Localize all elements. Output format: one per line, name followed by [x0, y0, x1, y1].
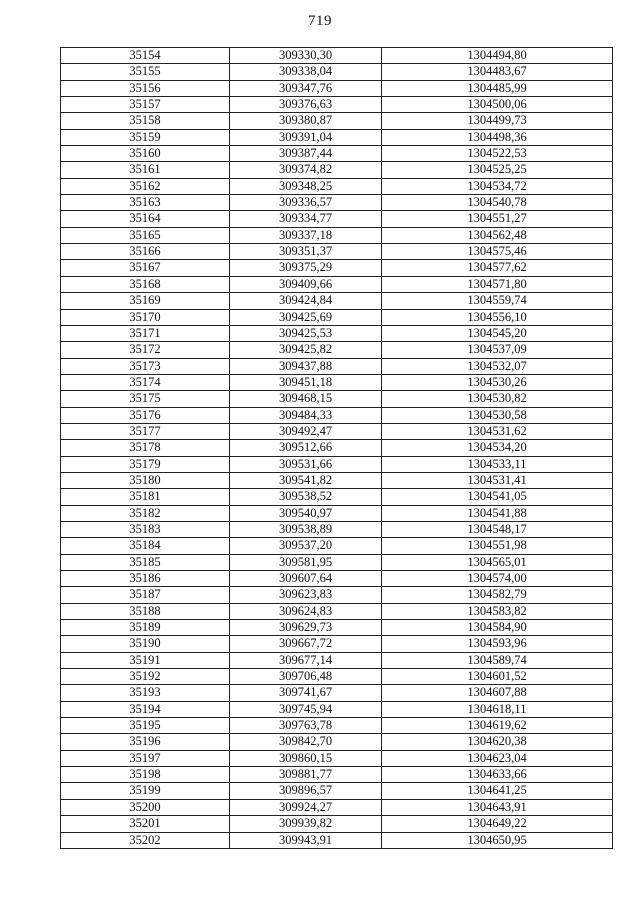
table-row [61, 799, 613, 815]
table-row [61, 407, 613, 423]
table-row [61, 162, 613, 178]
point-number-cell: 35194 [61, 701, 230, 717]
table-row [61, 423, 613, 439]
y-coordinate-cell: 1304565,01 [382, 554, 613, 570]
point-number-cell: 35169 [61, 293, 230, 309]
x-coordinate-cell: 309391,04 [230, 129, 382, 145]
y-coordinate-cell: 1304537,09 [382, 342, 613, 358]
point-number-cell: 35177 [61, 423, 230, 439]
point-number-cell: 35156 [61, 80, 230, 96]
x-coordinate-cell: 309424,84 [230, 293, 382, 309]
table-row [61, 685, 613, 701]
y-coordinate-cell: 1304623,04 [382, 750, 613, 766]
y-coordinate-cell: 1304551,27 [382, 211, 613, 227]
point-number-cell: 35176 [61, 407, 230, 423]
y-coordinate-cell: 1304483,67 [382, 64, 613, 80]
table-row [61, 440, 613, 456]
x-coordinate-cell: 309336,57 [230, 195, 382, 211]
point-number-cell: 35158 [61, 113, 230, 129]
x-coordinate-cell: 309624,83 [230, 603, 382, 619]
table-row [61, 587, 613, 603]
y-coordinate-cell: 1304619,62 [382, 718, 613, 734]
x-coordinate-cell: 309842,70 [230, 734, 382, 750]
x-coordinate-cell: 309607,64 [230, 571, 382, 587]
point-number-cell: 35183 [61, 521, 230, 537]
table-row [61, 325, 613, 341]
y-coordinate-cell: 1304525,25 [382, 162, 613, 178]
y-coordinate-cell: 1304562,48 [382, 227, 613, 243]
y-coordinate-cell: 1304577,62 [382, 260, 613, 276]
point-number-cell: 35161 [61, 162, 230, 178]
x-coordinate-cell: 309409,66 [230, 276, 382, 292]
table-row [61, 358, 613, 374]
y-coordinate-cell: 1304541,05 [382, 489, 613, 505]
coordinates-table-body [61, 48, 613, 849]
x-coordinate-cell: 309337,18 [230, 227, 382, 243]
table-row [61, 293, 613, 309]
table-row [61, 701, 613, 717]
y-coordinate-cell: 1304541,88 [382, 505, 613, 521]
y-coordinate-cell: 1304618,11 [382, 701, 613, 717]
table-row [61, 636, 613, 652]
table-row [61, 472, 613, 488]
point-number-cell: 35157 [61, 97, 230, 113]
point-number-cell: 35197 [61, 750, 230, 766]
x-coordinate-cell: 309425,53 [230, 325, 382, 341]
table-row [61, 244, 613, 260]
table-row [61, 521, 613, 537]
x-coordinate-cell: 309538,89 [230, 521, 382, 537]
point-number-cell: 35159 [61, 129, 230, 145]
y-coordinate-cell: 1304551,98 [382, 538, 613, 554]
x-coordinate-cell: 309924,27 [230, 799, 382, 815]
table-row [61, 129, 613, 145]
y-coordinate-cell: 1304530,58 [382, 407, 613, 423]
y-coordinate-cell: 1304530,82 [382, 391, 613, 407]
point-number-cell: 35189 [61, 620, 230, 636]
table-row [61, 374, 613, 390]
y-coordinate-cell: 1304559,74 [382, 293, 613, 309]
y-coordinate-cell: 1304499,73 [382, 113, 613, 129]
y-coordinate-cell: 1304494,80 [382, 48, 613, 64]
point-number-cell: 35167 [61, 260, 230, 276]
x-coordinate-cell: 309939,82 [230, 816, 382, 832]
x-coordinate-cell: 309330,30 [230, 48, 382, 64]
y-coordinate-cell: 1304485,99 [382, 80, 613, 96]
x-coordinate-cell: 309706,48 [230, 669, 382, 685]
y-coordinate-cell: 1304575,46 [382, 244, 613, 260]
table-row [61, 603, 613, 619]
point-number-cell: 35164 [61, 211, 230, 227]
x-coordinate-cell: 309425,69 [230, 309, 382, 325]
y-coordinate-cell: 1304531,41 [382, 472, 613, 488]
point-number-cell: 35186 [61, 571, 230, 587]
x-coordinate-cell: 309375,29 [230, 260, 382, 276]
table-row [61, 48, 613, 64]
point-number-cell: 35180 [61, 472, 230, 488]
point-number-cell: 35171 [61, 325, 230, 341]
y-coordinate-cell: 1304548,17 [382, 521, 613, 537]
point-number-cell: 35187 [61, 587, 230, 603]
point-number-cell: 35155 [61, 64, 230, 80]
y-coordinate-cell: 1304530,26 [382, 374, 613, 390]
table-row [61, 456, 613, 472]
y-coordinate-cell: 1304583,82 [382, 603, 613, 619]
table-row [61, 554, 613, 570]
point-number-cell: 35154 [61, 48, 230, 64]
y-coordinate-cell: 1304593,96 [382, 636, 613, 652]
point-number-cell: 35165 [61, 227, 230, 243]
coordinates-table [60, 47, 613, 849]
y-coordinate-cell: 1304545,20 [382, 325, 613, 341]
x-coordinate-cell: 309881,77 [230, 767, 382, 783]
x-coordinate-cell: 309537,20 [230, 538, 382, 554]
point-number-cell: 35200 [61, 799, 230, 815]
table-row [61, 718, 613, 734]
x-coordinate-cell: 309623,83 [230, 587, 382, 603]
x-coordinate-cell: 309351,37 [230, 244, 382, 260]
y-coordinate-cell: 1304574,00 [382, 571, 613, 587]
point-number-cell: 35198 [61, 767, 230, 783]
point-number-cell: 35184 [61, 538, 230, 554]
x-coordinate-cell: 309374,82 [230, 162, 382, 178]
point-number-cell: 35173 [61, 358, 230, 374]
x-coordinate-cell: 309425,82 [230, 342, 382, 358]
x-coordinate-cell: 309347,76 [230, 80, 382, 96]
y-coordinate-cell: 1304649,22 [382, 816, 613, 832]
x-coordinate-cell: 309745,94 [230, 701, 382, 717]
y-coordinate-cell: 1304571,80 [382, 276, 613, 292]
point-number-cell: 35175 [61, 391, 230, 407]
table-row [61, 342, 613, 358]
x-coordinate-cell: 309667,72 [230, 636, 382, 652]
table-row [61, 767, 613, 783]
table-row [61, 832, 613, 848]
y-coordinate-cell: 1304582,79 [382, 587, 613, 603]
point-number-cell: 35172 [61, 342, 230, 358]
point-number-cell: 35196 [61, 734, 230, 750]
x-coordinate-cell: 309338,04 [230, 64, 382, 80]
y-coordinate-cell: 1304643,91 [382, 799, 613, 815]
x-coordinate-cell: 309387,44 [230, 146, 382, 162]
point-number-cell: 35193 [61, 685, 230, 701]
table-row [61, 97, 613, 113]
point-number-cell: 35163 [61, 195, 230, 211]
x-coordinate-cell: 309629,73 [230, 620, 382, 636]
table-row [61, 227, 613, 243]
point-number-cell: 35179 [61, 456, 230, 472]
y-coordinate-cell: 1304540,78 [382, 195, 613, 211]
point-number-cell: 35170 [61, 309, 230, 325]
x-coordinate-cell: 309468,15 [230, 391, 382, 407]
x-coordinate-cell: 309860,15 [230, 750, 382, 766]
x-coordinate-cell: 309512,66 [230, 440, 382, 456]
table-row [61, 64, 613, 80]
y-coordinate-cell: 1304633,66 [382, 767, 613, 783]
point-number-cell: 35190 [61, 636, 230, 652]
y-coordinate-cell: 1304641,25 [382, 783, 613, 799]
y-coordinate-cell: 1304589,74 [382, 652, 613, 668]
table-row [61, 260, 613, 276]
point-number-cell: 35178 [61, 440, 230, 456]
y-coordinate-cell: 1304533,11 [382, 456, 613, 472]
table-row [61, 391, 613, 407]
x-coordinate-cell: 309677,14 [230, 652, 382, 668]
table-row [61, 734, 613, 750]
y-coordinate-cell: 1304532,07 [382, 358, 613, 374]
table-row [61, 195, 613, 211]
x-coordinate-cell: 309943,91 [230, 832, 382, 848]
y-coordinate-cell: 1304650,95 [382, 832, 613, 848]
page-number: 719 [308, 13, 332, 29]
table-row [61, 620, 613, 636]
y-coordinate-cell: 1304534,20 [382, 440, 613, 456]
y-coordinate-cell: 1304607,88 [382, 685, 613, 701]
table-row [61, 505, 613, 521]
point-number-cell: 35174 [61, 374, 230, 390]
y-coordinate-cell: 1304556,10 [382, 309, 613, 325]
x-coordinate-cell: 309492,47 [230, 423, 382, 439]
y-coordinate-cell: 1304601,52 [382, 669, 613, 685]
table-row [61, 571, 613, 587]
y-coordinate-cell: 1304500,06 [382, 97, 613, 113]
x-coordinate-cell: 309531,66 [230, 456, 382, 472]
table-row [61, 113, 613, 129]
x-coordinate-cell: 309484,33 [230, 407, 382, 423]
x-coordinate-cell: 309763,78 [230, 718, 382, 734]
point-number-cell: 35201 [61, 816, 230, 832]
point-number-cell: 35191 [61, 652, 230, 668]
table-row [61, 80, 613, 96]
point-number-cell: 35160 [61, 146, 230, 162]
x-coordinate-cell: 309380,87 [230, 113, 382, 129]
x-coordinate-cell: 309437,88 [230, 358, 382, 374]
x-coordinate-cell: 309334,77 [230, 211, 382, 227]
x-coordinate-cell: 309348,25 [230, 178, 382, 194]
x-coordinate-cell: 309541,82 [230, 472, 382, 488]
point-number-cell: 35166 [61, 244, 230, 260]
table-row [61, 146, 613, 162]
point-number-cell: 35199 [61, 783, 230, 799]
y-coordinate-cell: 1304498,36 [382, 129, 613, 145]
x-coordinate-cell: 309376,63 [230, 97, 382, 113]
point-number-cell: 35168 [61, 276, 230, 292]
point-number-cell: 35181 [61, 489, 230, 505]
table-row [61, 750, 613, 766]
table-row [61, 309, 613, 325]
table-row [61, 538, 613, 554]
point-number-cell: 35195 [61, 718, 230, 734]
table-row [61, 669, 613, 685]
x-coordinate-cell: 309741,67 [230, 685, 382, 701]
y-coordinate-cell: 1304531,62 [382, 423, 613, 439]
x-coordinate-cell: 309896,57 [230, 783, 382, 799]
table-row [61, 652, 613, 668]
table-row [61, 211, 613, 227]
point-number-cell: 35188 [61, 603, 230, 619]
y-coordinate-cell: 1304620,38 [382, 734, 613, 750]
point-number-cell: 35192 [61, 669, 230, 685]
table-row [61, 489, 613, 505]
point-number-cell: 35182 [61, 505, 230, 521]
x-coordinate-cell: 309540,97 [230, 505, 382, 521]
table-row [61, 816, 613, 832]
y-coordinate-cell: 1304584,90 [382, 620, 613, 636]
table-row [61, 783, 613, 799]
point-number-cell: 35202 [61, 832, 230, 848]
x-coordinate-cell: 309581,95 [230, 554, 382, 570]
table-row [61, 178, 613, 194]
point-number-cell: 35162 [61, 178, 230, 194]
x-coordinate-cell: 309538,52 [230, 489, 382, 505]
table-row [61, 276, 613, 292]
x-coordinate-cell: 309451,18 [230, 374, 382, 390]
y-coordinate-cell: 1304522,53 [382, 146, 613, 162]
point-number-cell: 35185 [61, 554, 230, 570]
y-coordinate-cell: 1304534,72 [382, 178, 613, 194]
